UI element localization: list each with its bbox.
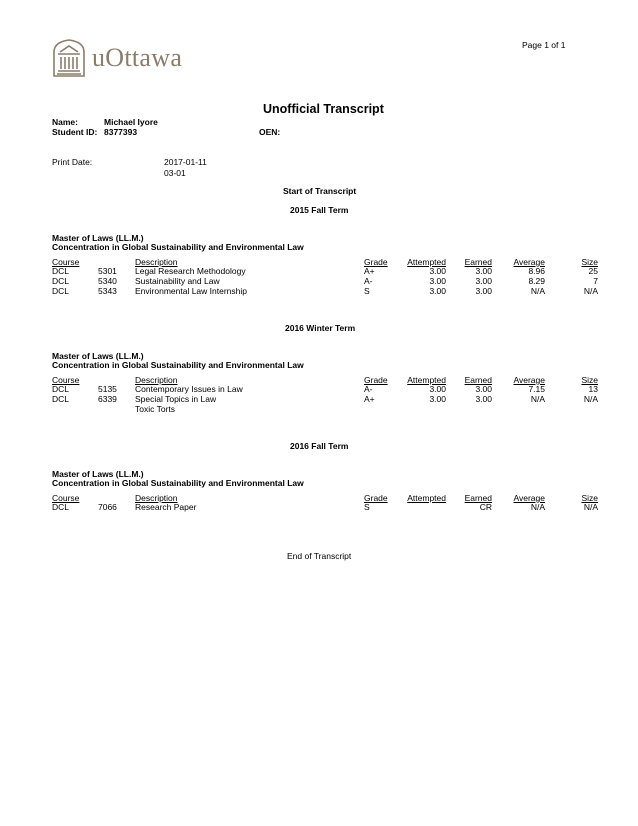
print-date-line1: 2017-01-11: [164, 157, 207, 167]
course-subject: DCL: [52, 276, 70, 286]
logo-wordmark: uOttawa: [92, 43, 183, 72]
attempted-header: Attempted: [407, 375, 446, 385]
print-date-line2: 03-01: [164, 168, 186, 178]
attempted-header: Attempted: [407, 493, 446, 503]
course-number: 5340: [98, 276, 117, 286]
grade-header: Grade: [364, 375, 388, 385]
table-row-continuation: [52, 404, 598, 414]
course-grade: S: [364, 502, 370, 512]
table-row: [52, 394, 598, 404]
program-name: Master of Laws (LL.M.): [52, 233, 144, 243]
oen-label: OEN:: [259, 127, 281, 137]
course-subject: DCL: [52, 266, 70, 276]
course-number: 5343: [98, 286, 117, 296]
course-grade: A+: [364, 266, 375, 276]
concentration-name: Concentration in Global Sustainability and Environmental Law: [52, 478, 304, 488]
course-subject: DCL: [52, 286, 70, 296]
student-name: Michael Iyore: [104, 117, 158, 127]
table-row: [52, 286, 598, 296]
uottawa-logo: [52, 38, 182, 78]
class-size: 25: [588, 266, 598, 276]
average-header: Average: [513, 257, 545, 267]
class-average: 8.29: [528, 276, 545, 286]
student-id: 8377393: [104, 127, 138, 137]
course-number: 5135: [98, 384, 117, 394]
page-title: Unofficial Transcript: [263, 102, 384, 116]
course-header: Course: [52, 257, 80, 267]
class-size: 13: [588, 384, 598, 394]
earned-header: Earned: [464, 493, 492, 503]
term-title: 2016 Winter Term: [285, 323, 356, 333]
earned-credits: 3.00: [475, 384, 492, 394]
grade-header: Grade: [364, 257, 388, 267]
class-size: N/A: [583, 502, 598, 512]
course-description: Research Paper: [135, 502, 197, 512]
term-title: 2016 Fall Term: [290, 441, 349, 451]
size-header: Size: [581, 375, 598, 385]
program-name: Master of Laws (LL.M.): [52, 469, 144, 479]
course-subject: DCL: [52, 502, 70, 512]
course-grade: A+: [364, 394, 375, 404]
course-subject: DCL: [52, 394, 70, 404]
table-row: [52, 384, 598, 394]
course-description: Contemporary Issues in Law: [135, 384, 243, 394]
average-header: Average: [513, 375, 545, 385]
table-row: [52, 502, 598, 512]
earned-header: Earned: [464, 257, 492, 267]
print-date-label: Print Date:: [52, 157, 93, 167]
attempted-credits: 3.00: [429, 276, 446, 286]
course-header: Course: [52, 375, 80, 385]
term-title: 2015 Fall Term: [290, 205, 349, 215]
course-description: Sustainability and Law: [135, 276, 220, 286]
start-of-transcript: Start of Transcript: [283, 186, 357, 196]
earned-header: Earned: [464, 375, 492, 385]
course-description: Special Topics in Law: [135, 394, 217, 404]
course-grade: A-: [364, 276, 373, 286]
description-header: Description: [135, 375, 178, 385]
class-size: 7: [593, 276, 598, 286]
course-subject: DCL: [52, 384, 70, 394]
course-grade: S: [364, 286, 370, 296]
table-row: [52, 276, 598, 286]
description-header: Description: [135, 493, 178, 503]
course-header: Course: [52, 493, 80, 503]
student-id-label: Student ID:: [52, 127, 98, 137]
class-average: N/A: [530, 394, 545, 404]
class-average: 8.96: [528, 266, 545, 276]
course-number: 5301: [98, 266, 117, 276]
attempted-credits: 3.00: [429, 286, 446, 296]
earned-credits: 3.00: [475, 286, 492, 296]
description-header: Description: [135, 257, 178, 267]
earned-credits: 3.00: [475, 266, 492, 276]
attempted-credits: 3.00: [429, 266, 446, 276]
grade-header: Grade: [364, 493, 388, 503]
earned-credits: 3.00: [475, 276, 492, 286]
class-average: 7.15: [528, 384, 545, 394]
class-size: N/A: [583, 286, 598, 296]
size-header: Size: [581, 493, 598, 503]
name-label: Name:: [52, 117, 78, 127]
size-header: Size: [581, 257, 598, 267]
earned-credits: 3.00: [475, 394, 492, 404]
course-number: 7066: [98, 502, 117, 512]
table-row: [52, 266, 598, 276]
class-size: N/A: [583, 394, 598, 404]
course-description: Legal Research Methodology: [135, 266, 246, 276]
concentration-name: Concentration in Global Sustainability and Environmental Law: [52, 242, 304, 252]
class-average: N/A: [530, 502, 545, 512]
course-topic: Toxic Torts: [135, 404, 175, 414]
page-number: Page 1 of 1: [522, 40, 566, 50]
program-name: Master of Laws (LL.M.): [52, 351, 144, 361]
class-average: N/A: [530, 286, 545, 296]
attempted-header: Attempted: [407, 257, 446, 267]
earned-credits: CR: [479, 502, 492, 512]
end-of-transcript: End of Transcript: [287, 551, 352, 561]
university-building-icon: [52, 38, 86, 78]
average-header: Average: [513, 493, 545, 503]
attempted-credits: 3.00: [429, 394, 446, 404]
attempted-credits: 3.00: [429, 384, 446, 394]
course-description: Environmental Law Internship: [135, 286, 247, 296]
concentration-name: Concentration in Global Sustainability and Environmental Law: [52, 360, 304, 370]
course-number: 6339: [98, 394, 117, 404]
course-grade: A-: [364, 384, 373, 394]
